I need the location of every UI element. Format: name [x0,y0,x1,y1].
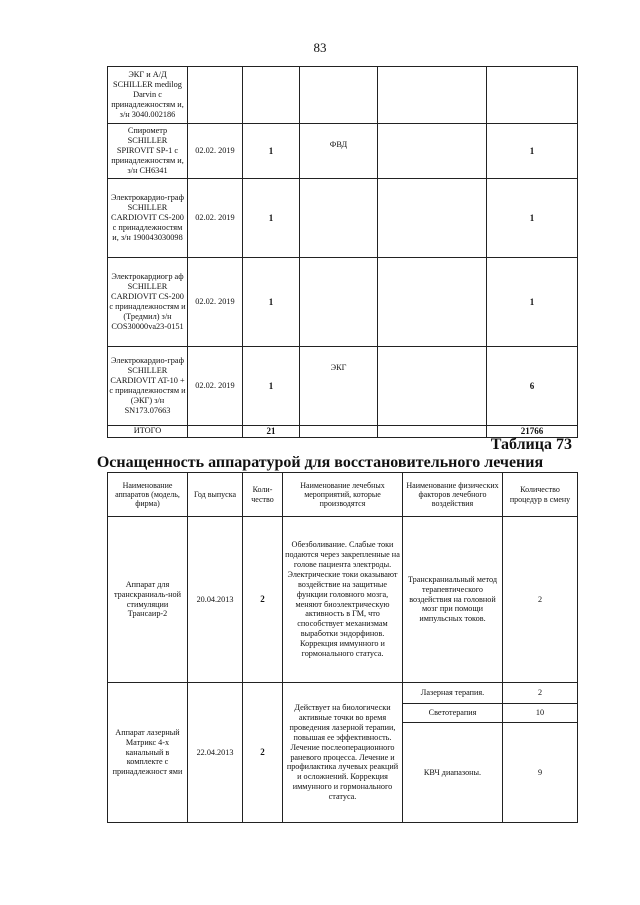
table-row [108,517,578,683]
procedures-per-shift: 2 [503,517,578,683]
procedures-per-shift: 10 [503,704,578,723]
column-header: Год выпуска [188,473,243,517]
table-title: Оснащенность аппаратурой для восстановительного лечения [96,454,544,471]
release-year [188,67,243,124]
total-empty [300,426,378,438]
quantity [243,67,300,124]
equipment-name: Спирометр SCHILLER SPIROVIT SP-1 с принадлежностям и, з/н CH6341 [108,124,188,179]
equipment-table-continued [107,66,578,438]
total-empty [188,426,243,438]
procedure: ФВД [300,124,378,179]
table-row [108,179,578,258]
quantity: 2 [243,683,283,823]
equipment-name: Аппарат для транскраниаль-ной стимуляции Трансаир-2 [108,517,188,683]
release-year: 02.02. 2019 [188,179,243,258]
table-number: Таблица 73 [490,436,572,453]
physical-factor: Лазерная терапия. [403,683,503,704]
procedures-per-shift [487,67,578,124]
procedure [300,67,378,124]
procedures-per-shift: 1 [487,124,578,179]
column-header: Коли-чество [243,473,283,517]
table-row [108,67,578,124]
column-header: Наименование аппаратов (модель, фирма) [108,473,188,517]
column-header: Количество процедур в смену [503,473,578,517]
physical-factors [378,124,487,179]
total-empty [378,426,487,438]
physical-factors [378,67,487,124]
total-label: ИТОГО [108,426,188,438]
physical-factor: КВЧ диапазоны. [403,723,503,823]
procedures-per-shift: 1 [487,258,578,347]
procedure: ЭКГ [300,347,378,426]
total-quantity: 21 [243,426,300,438]
procedure [300,179,378,258]
equipment-name: Аппарат лазерный Матрикс 4-х канальный в комплекте с принадлежност ями [108,683,188,823]
physical-factors [378,347,487,426]
quantity: 2 [243,517,283,683]
quantity: 1 [243,124,300,179]
total-count: 21766 [487,426,578,438]
equipment-name: ЭКГ и А/Д SCHILLER medilog Darvin с принадлежностям и, з/н 3040.002186 [108,67,188,124]
table-row [108,347,578,426]
physical-factors [378,258,487,347]
table-row [108,258,578,347]
page-number: 83 [313,40,327,55]
physical-factors [378,179,487,258]
rehab-equipment-table [107,472,578,823]
release-year: 02.02. 2019 [188,347,243,426]
equipment-name: Электрокардио-граф SCHILLER CARDIOVIT AT-10 + с принадлежностям и (ЭКГ) з/н SN173.07663 [108,347,188,426]
table-row [108,683,578,704]
release-year: 02.02. 2019 [188,258,243,347]
procedures-per-shift: 2 [503,683,578,704]
quantity: 1 [243,347,300,426]
column-header: Наименование физических факторов лечебного воздействия [403,473,503,517]
quantity: 1 [243,258,300,347]
treatment-measures: Обезболивание. Слабые токи подаются через закрепленные на голове пациента электроды. Электрические токи оказывают воздействие на защитные функции головного мозга, меняют биоэлектрическую активность в ГМ, что способствует механизмам выработки эндорфинов. Коррекция иммунного и гормонального статуса. [283,517,403,683]
release-year: 20.04.2013 [188,517,243,683]
procedures-per-shift: 1 [487,179,578,258]
treatment-measures: Действует на биологически активные точки во время проведения лазерной терапии, повышая ее эффективность. Лечение послеоперационного раневого процесса. Лечение и профилактика лучевых реакций и осложнений. Коррекция иммунного и гормонального статуса. [283,683,403,823]
release-year: 22.04.2013 [188,683,243,823]
quantity: 1 [243,179,300,258]
equipment-name: Электрокардиогр аф SCHILLER CARDIOVIT CS-200 с принадлежностям и (Тредмил) з/н COS30000va23-0151 [108,258,188,347]
table-row [108,124,578,179]
physical-factor: Светотерапия [403,704,503,723]
equipment-name: Электрокардио-граф SCHILLER CARDIOVIT CS-200 с принадлежностям и, з/н 190043030098 [108,179,188,258]
procedures-per-shift: 9 [503,723,578,823]
procedures-per-shift: 6 [487,347,578,426]
column-header: Наименование лечебных мероприятий, которые производятся [283,473,403,517]
physical-factor: Транскраниальный метод терапевтического воздействия на головной мозг при помощи импульсных токов. [403,517,503,683]
procedure [300,258,378,347]
header-row [108,473,578,517]
release-year: 02.02. 2019 [188,124,243,179]
